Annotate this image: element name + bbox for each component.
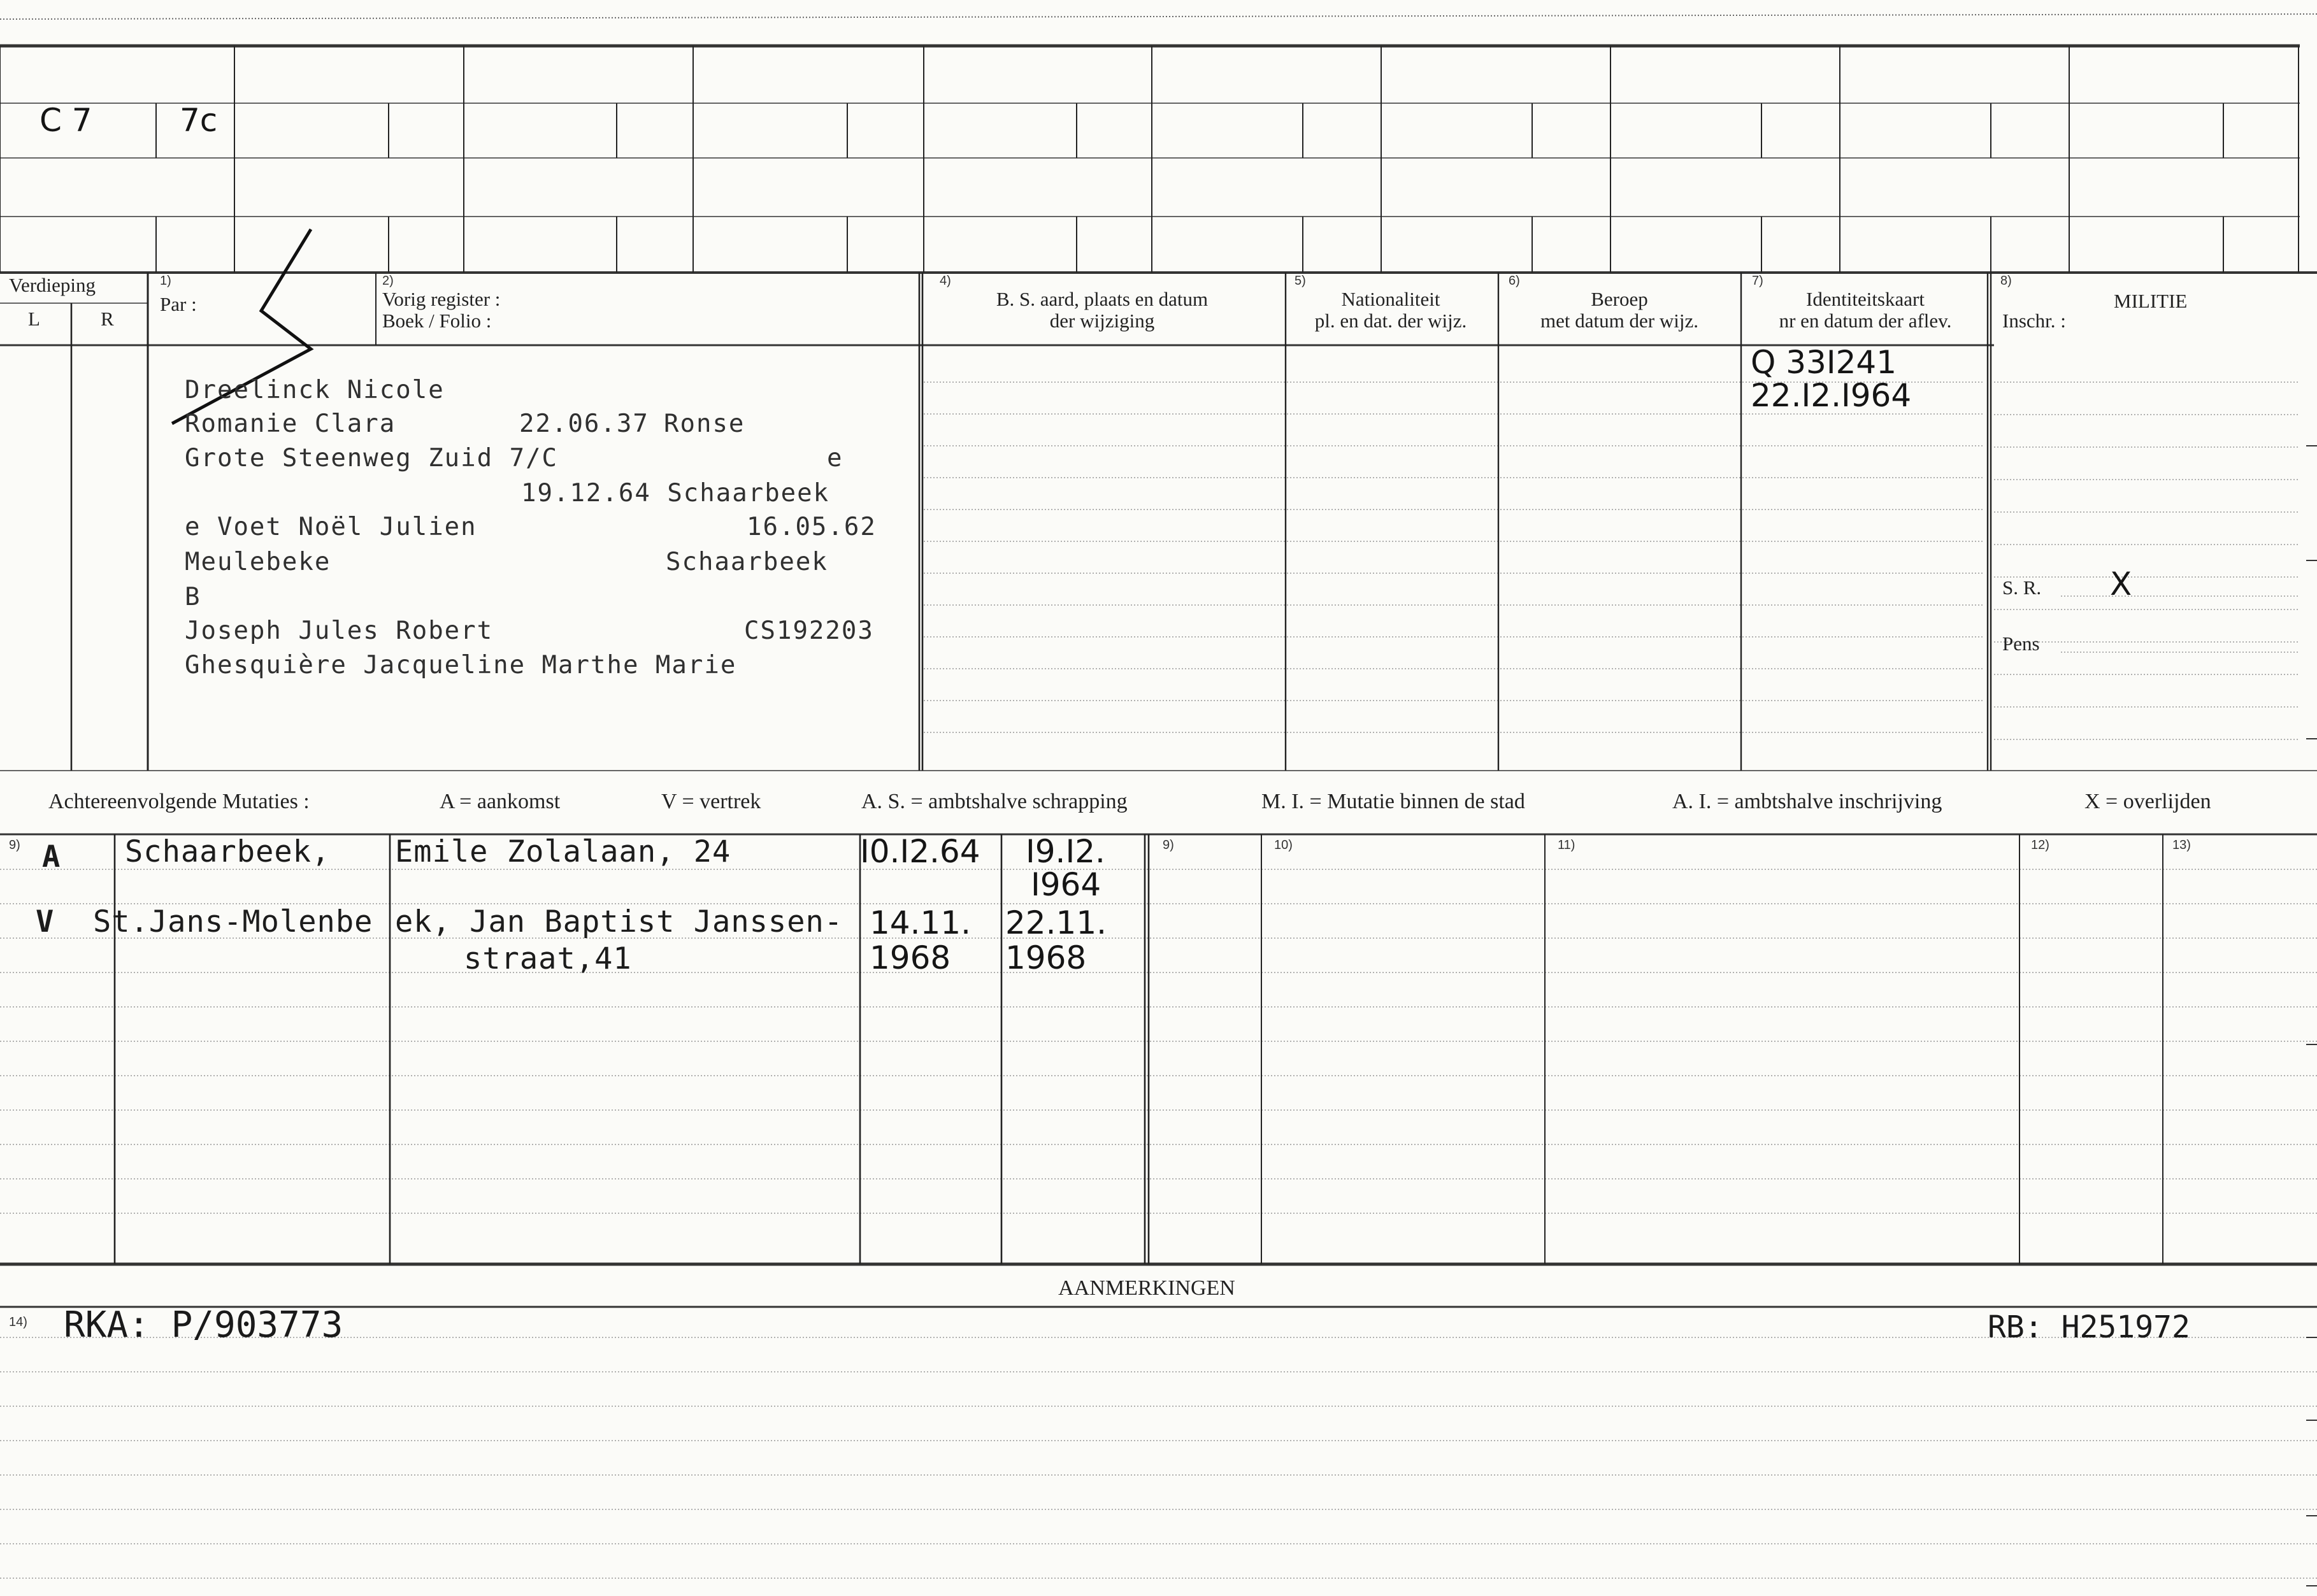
id-card-number: Q 33I241 (1751, 344, 1897, 381)
spouse-place: Schaarbeek (666, 548, 828, 576)
mutation-date-2a: 22.11. (1005, 904, 1107, 941)
mutation-date-1: I0.I2.64 (860, 833, 980, 870)
card-number: 7c (180, 102, 218, 139)
militie-label: MILITIE (2114, 290, 2188, 312)
verdieping-label: Verdieping (9, 274, 96, 296)
card-block-code: C 7 (39, 102, 92, 139)
bs-label-1: B. S. aard, plaats en datum (996, 288, 1209, 310)
field-num-14: 14) (9, 1315, 27, 1329)
remarks-title: AANMERKINGEN (1058, 1276, 1235, 1300)
field-num-1: 1) (160, 274, 171, 288)
vorig-register-label: Vorig register : (382, 288, 501, 310)
mutation-street-2: straat,41 (464, 941, 632, 976)
legend-a: A = aankomst (440, 790, 561, 813)
b-mark: B (185, 583, 201, 611)
col-l-label: L (28, 308, 40, 330)
field-num-7: 7) (1752, 274, 1763, 288)
e-mark: e (827, 444, 843, 473)
mutation-city: Schaarbeek, (125, 834, 331, 869)
mutation-date-2b: I964 (1031, 866, 1101, 903)
birth-date: 22.06.37 (519, 410, 649, 438)
mutation-street: Emile Zolalaan, 24 (395, 834, 731, 869)
mutation-col-13: 13) (2172, 838, 2191, 852)
legend-v: V = vertrek (661, 790, 761, 813)
rb-number: RB: H251972 (1988, 1309, 2190, 1345)
field-num-5: 5) (1295, 274, 1306, 288)
sr-label: S. R. (2002, 576, 2042, 599)
card-top-edge (0, 14, 2317, 19)
identiteitskaart-label-2: nr en datum der aflev. (1779, 310, 1952, 332)
legend-x: X = overlijden (2084, 790, 2211, 813)
legend-as: A. S. = ambtshalve schrapping (861, 790, 1128, 813)
mutation-col-9b: 9) (1163, 838, 1174, 852)
legend-mi: M. I. = Mutatie binnen de stad (1261, 790, 1525, 813)
spouse-name: e Voet Noël Julien (185, 513, 477, 541)
birth-place: Ronse (664, 410, 745, 438)
beroep-label-2: met datum der wijz. (1540, 310, 1698, 332)
field-num-4: 4) (940, 274, 951, 288)
mutation-col-12: 12) (2031, 838, 2049, 852)
beroep-label-1: Beroep (1591, 288, 1648, 310)
mutation-date-1a: 14.11. (870, 904, 972, 941)
legend-ai: A. I. = ambtshalve inschrijving (1672, 790, 1942, 813)
mutation-col-11: 11) (1558, 838, 1575, 852)
mutation-date-1b: 1968 (870, 939, 951, 976)
mutation-date-2b: 1968 (1005, 939, 1087, 976)
registration-date-place: 19.12.64 Schaarbeek (521, 479, 830, 508)
mutation-city: St.Jans-Molenbe (93, 904, 373, 939)
mutation-street: ek, Jan Baptist Janssen- (395, 904, 843, 939)
id-card-date: 22.I2.I964 (1751, 377, 1912, 414)
nationaliteit-label-1: Nationaliteit (1341, 288, 1440, 310)
par-label: Par : (160, 293, 197, 315)
identiteitskaart-label-1: Identiteitskaart (1806, 288, 1925, 310)
col-r-label: R (101, 308, 114, 330)
field-num-8: 8) (2000, 274, 2012, 288)
boek-folio-label: Boek / Folio : (382, 310, 492, 332)
spouse-birthplace: Meulebeke (185, 548, 331, 576)
inschr-label: Inschr. : (2002, 310, 2066, 332)
nationaliteit-label-2: pl. en dat. der wijz. (1314, 310, 1467, 332)
person-address: Grote Steenweg Zuid 7/C (185, 444, 559, 473)
sr-mark: X (2110, 566, 2132, 602)
mutation-type: V (36, 904, 55, 939)
father-name: Joseph Jules Robert (185, 616, 494, 645)
mutation-type: A (42, 839, 61, 874)
rka-number: RKA: P/903773 (64, 1304, 343, 1346)
national-number: CS192203 (744, 616, 874, 645)
mutation-col-10: 10) (1274, 838, 1293, 852)
mutation-date-2a: I9.I2. (1026, 833, 1105, 870)
person-given-names: Romanie Clara (185, 410, 396, 438)
field-num-2: 2) (382, 274, 394, 288)
person-name: Dreelinck Nicole (185, 376, 445, 404)
field-num-6: 6) (1509, 274, 1520, 288)
mother-name: Ghesquière Jacqueline Marthe Marie (185, 651, 737, 680)
pens-label: Pens (2002, 632, 2040, 655)
mutation-col-9: 9) (9, 838, 20, 852)
bs-label-2: der wijziging (1049, 310, 1155, 332)
legend-title: Achtereenvolgende Mutaties : (48, 790, 310, 813)
spouse-date: 16.05.62 (747, 513, 877, 541)
